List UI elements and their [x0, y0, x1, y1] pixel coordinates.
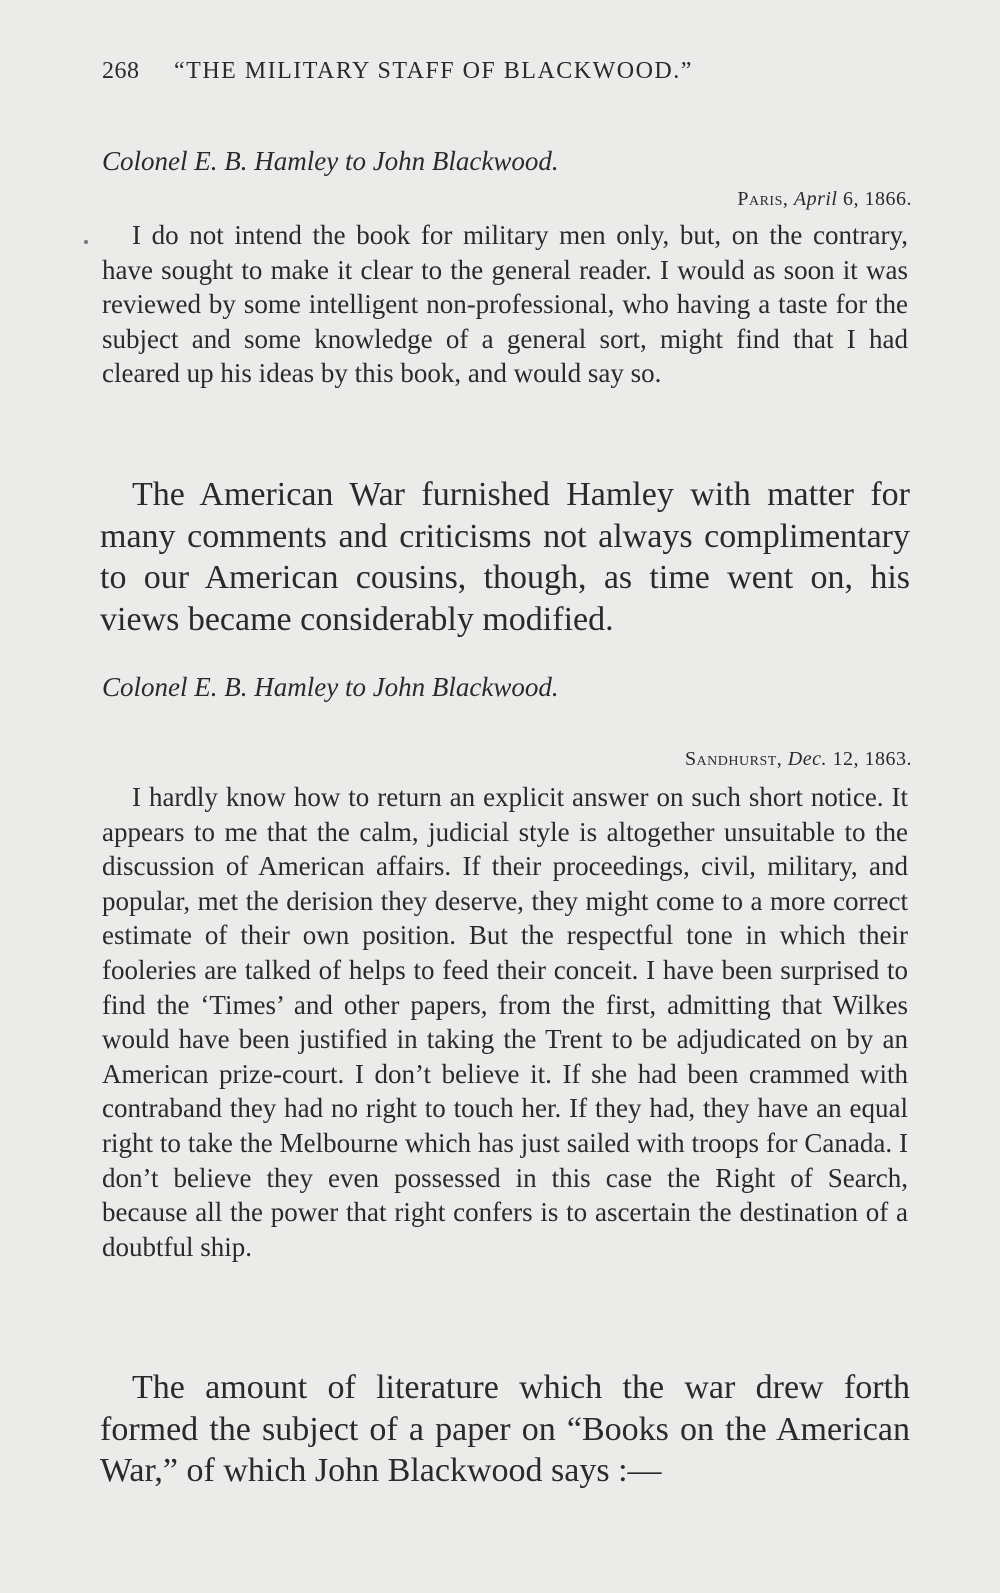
letter-dateline — [685, 748, 912, 771]
dateline-month: Dec. — [787, 748, 827, 770]
running-header — [102, 58, 922, 85]
letter-body: I do not intend the book for military men only, but, on the contrary, have sought to make it clear to the general reader. I would as soon it was reviewed by some intelligent non-professional, who having a taste for the subject and some knowledge of a general sort, might find that I had cleared up his ideas by this book, and would say so. — [102, 220, 908, 389]
letter-dateline — [737, 188, 912, 211]
dateline-place: Paris, — [737, 188, 789, 210]
narrative-paragraph: The American War furnished Hamley with matter for many comments and criticisms not always complimentary to our American cousins, though, as time went on, his views became considerably modified. — [100, 476, 910, 638]
page-number: 268 — [102, 58, 140, 84]
dateline-date: 6, 1866. — [843, 188, 912, 210]
dateline-month: April — [793, 188, 838, 210]
page-speck — [84, 240, 88, 244]
letter-body: I hardly know how to return an explicit answer on such short notice. It appears to me that the calm, judicial style is altogether unsuitable to the discussion of American affairs. If their proceedings, civil, military, and popular, met the derision they deserve, they might come to a more correct estimate of their own position. But the respectful tone in which their fooleries are talked of helps to feed their conceit. I have been surprised to find the ‘Times’ and other papers, from the first, admitting that Wilkes would have been justified in taking the Trent to be adjudicated on by an American prize-court. I don’t believe it. If she had been crammed with contraband they had no right to touch her. If they had, they have an equal right to take the Melbourne which has just sailed with troops for Canada. I don’t believe they even possessed in this case the Right of Search, because all the power that right confers is to ascertain the destination of a doubtful ship. — [102, 782, 908, 1262]
dateline-date: 12, 1863. — [832, 748, 912, 770]
narrative-paragraph: The amount of literature which the war drew forth formed the subject of a paper on “Books on the American War,” of which John Blackwood says :— — [100, 1369, 910, 1489]
running-title: “THE MILITARY STAFF OF BLACKWOOD.” — [174, 58, 693, 84]
dateline-place: Sandhurst, — [684, 748, 783, 770]
letter-heading: Colonel E. B. Hamley to John Blackwood. — [102, 146, 559, 176]
letter-heading: Colonel E. B. Hamley to John Blackwood. — [102, 672, 559, 702]
